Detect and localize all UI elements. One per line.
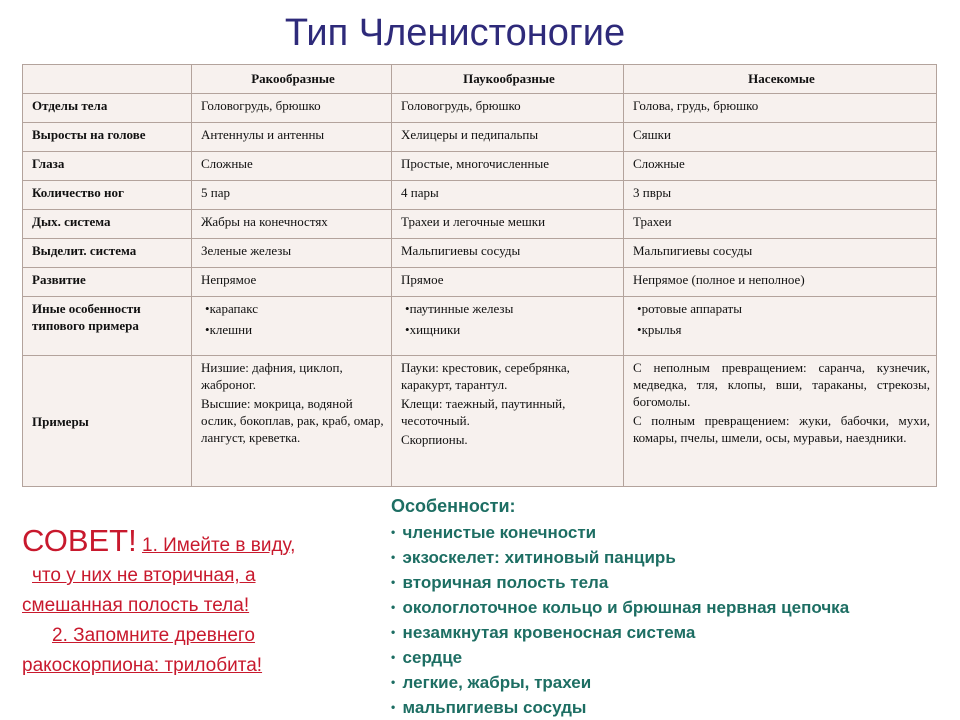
features-list (391, 494, 951, 720)
table-cell (624, 297, 937, 356)
feature-item: • мальпигиевы сосуды (391, 695, 951, 720)
table-cell: Жабры на конечностях (192, 210, 392, 239)
table-row (23, 239, 937, 268)
advice-line (22, 621, 382, 651)
table-row (23, 210, 937, 239)
table-cell (392, 297, 624, 356)
table-cell: Антеннулы и антенны (192, 123, 392, 152)
row-label: Развитие (23, 268, 192, 297)
advice-text: 1. Имейте в виду, (142, 535, 296, 556)
example-text: Пауки: крестовик, серебрянка, каракурт, тарантул. (401, 360, 570, 392)
row-label: Выросты на голове (23, 123, 192, 152)
table-cell: 4 пары (392, 181, 624, 210)
table-row-examples (23, 356, 937, 487)
feature-item: • вторичная полость тела (391, 570, 951, 595)
table-cell: Мальпигиевы сосуды (624, 239, 937, 268)
header-cell-arachnids: Паукообразные (392, 65, 624, 94)
features-heading: Особенности: (391, 496, 516, 516)
advice-label: СОВЕТ! (22, 523, 137, 558)
table-row (23, 94, 937, 123)
example-text: Низшие: дафния, циклоп, жаброног. (201, 360, 343, 392)
list-item: • карапакс (201, 300, 385, 317)
feature-item: • экзоскелет: хитиновый панцирь (391, 545, 951, 570)
table-cell: Хелицеры и педипальпы (392, 123, 624, 152)
page-title: Тип Членистоногие (284, 12, 626, 54)
row-label: Глаза (23, 152, 192, 181)
advice-line (22, 561, 382, 591)
list-item: • ротовые аппараты (633, 300, 930, 317)
feature-item: • легкие, жабры, трахеи (391, 670, 951, 695)
list-item: • крылья (633, 321, 930, 338)
example-text: Клещи: таежный, паутинный, чесоточный. (401, 396, 566, 428)
advice-text: 2. Запомните древнего (52, 625, 255, 646)
row-label: Примеры (23, 356, 192, 487)
table-cell: Головогрудь, брюшко (192, 94, 392, 123)
advice-line (22, 651, 382, 681)
table-cell (392, 356, 624, 487)
example-text: С полным превращением: жуки, бабочки, мухи, комары, пчелы, шмели, осы, муравьи, наездники. (633, 413, 930, 445)
advice-text: смешанная полость тела! (22, 595, 250, 616)
table-cell (624, 356, 937, 487)
table-header-row (23, 65, 937, 94)
header-cell-crustaceans: Ракообразные (192, 65, 392, 94)
table-row (23, 152, 937, 181)
list-item: • клешни (201, 321, 385, 338)
feature-item: • членистые конечности (391, 520, 951, 545)
list-item: • паутинные железы (401, 300, 617, 317)
table-cell: Голова, грудь, брюшко (624, 94, 937, 123)
feature-item: • окологлоточное кольцо и брюшная нервная цепочка (391, 595, 951, 620)
feature-item: • незамкнутая кровеносная система (391, 620, 951, 645)
list-item: • хищники (401, 321, 617, 338)
table-cell (192, 356, 392, 487)
advice-line (22, 523, 382, 561)
example-text: С неполным превращением: саранча, кузнечик, медведка, тля, клопы, вши, тараканы, стрекозы, богомолы. (633, 360, 930, 409)
row-label: Иные особенности типового примера (23, 297, 192, 356)
advice-text: ракоскорпиона: трилобита! (22, 655, 263, 676)
table-row (23, 268, 937, 297)
table-row (23, 181, 937, 210)
table-cell: 5 пар (192, 181, 392, 210)
table-cell: Непрямое (полное и неполное) (624, 268, 937, 297)
table-cell: Простые, многочисленные (392, 152, 624, 181)
table-cell: Трахеи (624, 210, 937, 239)
row-label: Выделит. система (23, 239, 192, 268)
table-row-features (23, 297, 937, 356)
comparison-table (22, 64, 937, 487)
table-cell: Мальпигиевы сосуды (392, 239, 624, 268)
row-label: Отделы тела (23, 94, 192, 123)
table-cell: Прямое (392, 268, 624, 297)
table-cell: Трахеи и легочные мешки (392, 210, 624, 239)
example-text: Высшие: мокрица, водяной ослик, бокоплав, рак, краб, омар, лангуст, креветка. (201, 396, 384, 445)
table-cell: Зеленые железы (192, 239, 392, 268)
table-cell: Головогрудь, брюшко (392, 94, 624, 123)
table-cell: Сложные (624, 152, 937, 181)
table-cell: Непрямое (192, 268, 392, 297)
advice-text: что у них не вторичная, а (32, 565, 256, 586)
header-cell-empty (23, 65, 192, 94)
table-row (23, 123, 937, 152)
advice-line (22, 591, 382, 621)
table-cell (192, 297, 392, 356)
feature-item: • сердце (391, 645, 951, 670)
advice-block (22, 523, 382, 681)
example-text: Скорпионы. (401, 432, 468, 447)
table-cell: 3 пвры (624, 181, 937, 210)
header-cell-insects: Насекомые (624, 65, 937, 94)
table-cell: Сложные (192, 152, 392, 181)
row-label: Количество ног (23, 181, 192, 210)
table-cell: Сяшки (624, 123, 937, 152)
row-label: Дых. система (23, 210, 192, 239)
